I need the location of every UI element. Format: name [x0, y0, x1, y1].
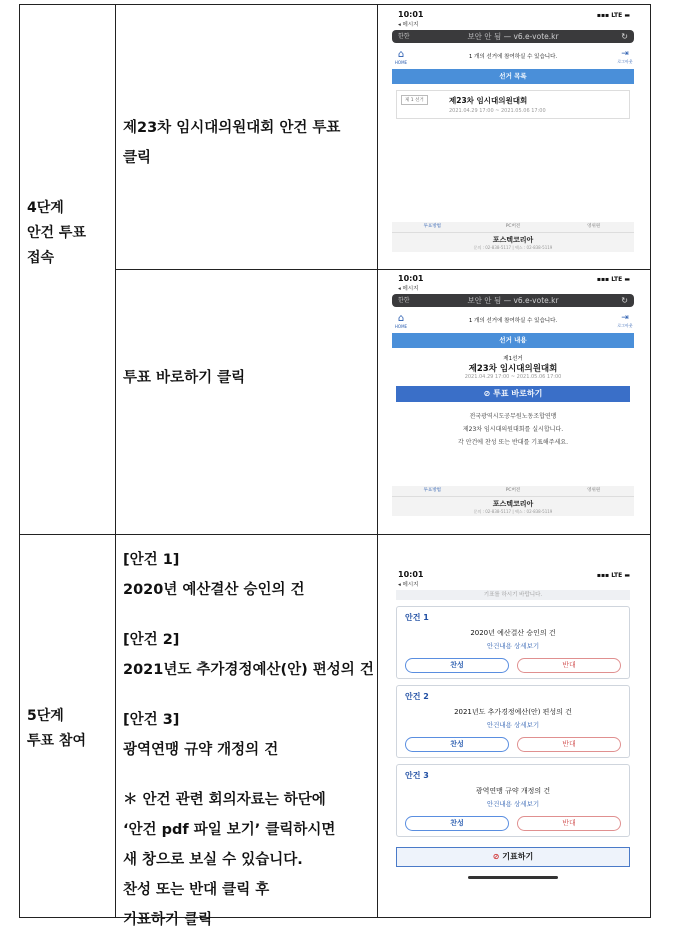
election-notice: 1 개의 선거에 참여하실 수 있습니다.	[468, 318, 558, 324]
agenda-title: 2021년도 추가경정예산(안) 편성의 건	[454, 708, 572, 716]
back-to-messages[interactable]: ◂ 메시지	[398, 286, 419, 292]
site-footer	[392, 486, 634, 516]
clock: 10:01	[398, 274, 424, 283]
stage-4-line: 4단계	[27, 200, 64, 216]
back-to-messages[interactable]: ◂ 메시지	[398, 22, 419, 28]
election-summary	[396, 354, 630, 380]
status-bar	[386, 272, 640, 294]
signal-battery-icon: ▪▪▪ LTE ▬	[596, 12, 630, 19]
footer-tab[interactable]: PC버전	[505, 224, 521, 229]
agenda-2-instruction	[123, 625, 374, 685]
company-contact: 문의 : 02-838-5117 | 팩스 : 02-838-5119	[473, 245, 553, 250]
reload-icon[interactable]: ↻	[621, 296, 628, 305]
instruction-line: 광역연맹 규약 개정의 건	[123, 742, 279, 758]
election-number: 제1선거	[503, 356, 523, 362]
agenda-1-instruction	[123, 545, 374, 605]
footer-tab[interactable]: 투표방법	[423, 224, 442, 229]
clock: 10:01	[398, 10, 424, 19]
home-label: HOME	[394, 60, 408, 65]
agree-button[interactable]: 찬성	[405, 816, 509, 831]
stage-5-line: 5단계	[27, 708, 64, 724]
row-divider-step	[115, 269, 651, 270]
agenda-title: 2020년 예산결산 승인의 건	[470, 629, 556, 637]
submit-ballot-button[interactable]	[396, 847, 630, 867]
instruction-line: 투표 바로하기 클릭	[123, 370, 246, 386]
phone-screenshot-election-list	[386, 8, 640, 266]
translate-icon[interactable]: 한한	[398, 297, 410, 304]
stage-5-label	[27, 704, 86, 754]
election-title: 제23차 임시대의원대회	[468, 364, 558, 374]
url-text: 보안 안 됨 — v6.e-vote.kr	[467, 32, 559, 41]
company-name: 포스텍코리아	[492, 500, 534, 508]
description-line: 각 안건에 찬성 또는 반대를 기표해주세요.	[458, 439, 568, 446]
footer-tab[interactable]: 영위원	[587, 488, 601, 493]
instruction-line: [안건 1]	[123, 552, 180, 568]
stage-4-label	[27, 196, 86, 271]
agenda-heading: 안건 1	[405, 613, 429, 622]
election-tag: 제 1 선거	[401, 95, 428, 105]
election-card[interactable]	[396, 90, 630, 119]
agenda-heading: 안건 3	[405, 771, 429, 780]
logout-icon[interactable]: ⇥ 로그아웃	[617, 49, 633, 64]
footer-tab[interactable]: 영위원	[587, 224, 601, 229]
signal-battery-icon: ▪▪▪ LTE ▬	[596, 572, 630, 579]
footer-tab[interactable]: 투표방법	[423, 488, 442, 493]
instruction-line: 2021년도 추가경정예산(안) 편성의 건	[123, 662, 374, 678]
signal-battery-icon: ▪▪▪ LTE ▬	[596, 276, 630, 283]
agenda-heading: 안건 2	[405, 692, 429, 701]
instruction-line: 기표하기 클릭	[123, 912, 213, 928]
instruction-line: 제23차 임시대의원대회 안건 투표	[123, 120, 341, 136]
vote-icon: ⊘	[483, 389, 491, 398]
home-indicator	[468, 876, 558, 879]
section-header: 선거 목록	[392, 69, 634, 84]
agenda-card-2	[396, 685, 630, 758]
instruction-line: [안건 2]	[123, 632, 180, 648]
election-notice: 1 개의 선거에 참여하실 수 있습니다.	[468, 54, 558, 60]
ballot-icon: ⊘	[492, 852, 500, 861]
url-text: 보안 안 됨 — v6.e-vote.kr	[467, 296, 559, 305]
url-bar[interactable]	[392, 294, 634, 307]
back-to-messages[interactable]: ◂ 메시지	[398, 582, 419, 588]
instruction-line: 2020년 예산결산 승인의 건	[123, 582, 305, 598]
agenda-card-1	[396, 606, 630, 679]
step-4b-instruction	[123, 363, 245, 393]
site-footer	[392, 222, 634, 252]
agenda-card-3	[396, 764, 630, 837]
agenda-detail-link[interactable]: 안건내용 상세보기	[486, 642, 540, 650]
oppose-button[interactable]: 반대	[517, 658, 621, 673]
instruction-line: 찬성 또는 반대 클릭 후	[123, 882, 270, 898]
logout-label: 로그아웃	[617, 323, 633, 328]
agree-button[interactable]: 찬성	[405, 737, 509, 752]
instruction-line: 클릭	[123, 150, 152, 166]
instruction-line: ‘안건 pdf 파일 보기’ 클릭하시면	[123, 822, 336, 838]
agenda-3-instruction	[123, 705, 374, 765]
row-divider-stage	[19, 534, 651, 535]
oppose-button[interactable]: 반대	[517, 737, 621, 752]
instruction-line: ＊ 안건 관련 회의자료는 하단에	[123, 792, 326, 808]
status-bar	[386, 8, 640, 30]
note-instruction	[123, 785, 374, 935]
home-icon[interactable]: ⌂ HOME	[392, 49, 410, 65]
scrolled-notice: 기표를 하시기 바랍니다.	[396, 590, 630, 600]
footer-tab[interactable]: PC버전	[505, 488, 521, 493]
home-icon[interactable]: ⌂ HOME	[392, 313, 410, 329]
url-bar[interactable]	[392, 30, 634, 43]
agenda-title: 광역연맹 규약 개정의 건	[475, 787, 551, 795]
instruction-line: 새 창으로 보실 수 있습니다.	[123, 852, 303, 868]
agenda-detail-link[interactable]: 안건내용 상세보기	[486, 721, 540, 729]
oppose-button[interactable]: 반대	[517, 816, 621, 831]
election-title: 제23차 임시대의원대회	[449, 96, 528, 105]
logout-label: 로그아웃	[617, 59, 633, 64]
agree-button[interactable]: 찬성	[405, 658, 509, 673]
home-label: HOME	[394, 324, 408, 329]
logout-icon[interactable]: ⇥ 로그아웃	[617, 313, 633, 328]
section-header: 선거 내용	[392, 333, 634, 348]
column-divider-1	[115, 4, 116, 918]
reload-icon[interactable]: ↻	[621, 32, 628, 41]
vote-now-button[interactable]	[396, 386, 630, 402]
step-4a-instruction	[123, 113, 340, 173]
agenda-detail-link[interactable]: 안건내용 상세보기	[486, 800, 540, 808]
column-divider-2	[377, 4, 378, 918]
site-nav	[386, 47, 640, 69]
vote-now-label: 투표 바로하기	[493, 389, 543, 398]
clock: 10:01	[398, 570, 424, 579]
translate-icon[interactable]: 한한	[398, 33, 410, 40]
stage-4-line: 안건 투표	[27, 225, 86, 241]
stage-5-line: 투표 참여	[27, 733, 86, 749]
description-line: 전국광역시도공무원노동조합연맹	[469, 413, 557, 420]
site-nav	[386, 311, 640, 333]
phone-screenshot-ballot	[386, 568, 640, 884]
company-contact: 문의 : 02-838-5117 | 팩스 : 02-838-5119	[473, 509, 553, 514]
stage-4-line: 접속	[27, 250, 55, 266]
election-description	[396, 410, 630, 449]
election-dates: 2021.04.29 17:00 ~ 2021.05.06 17:00	[464, 374, 562, 380]
submit-label: 기표하기	[502, 852, 534, 861]
status-bar	[386, 568, 640, 590]
step-5-instructions	[123, 545, 374, 935]
description-line: 제23차 임시대의원대회를 실시합니다.	[462, 426, 564, 433]
instruction-line: [안건 3]	[123, 712, 180, 728]
election-dates: 2021.04.29 17:00 ~ 2021.05.06 17:00	[449, 108, 546, 114]
phone-screenshot-election-detail	[386, 272, 640, 530]
company-name: 포스텍코리아	[492, 236, 534, 244]
